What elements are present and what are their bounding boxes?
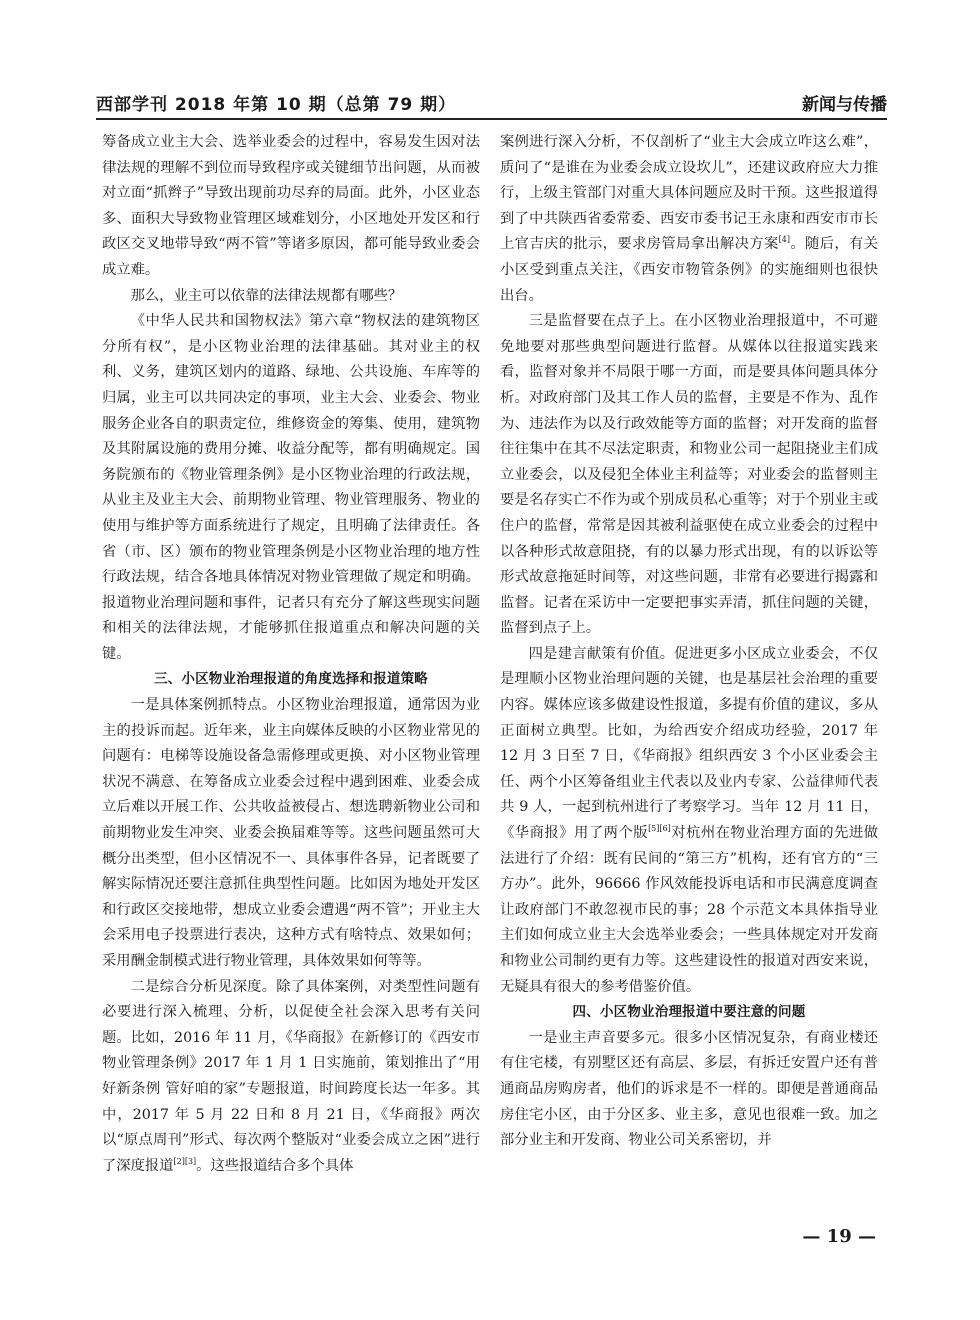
paragraph-text: 。随后，有关小区受到重点关注，《西安市物管条例》的实施细则也很快出台。 <box>500 236 879 304</box>
paragraph-text: 四是建言献策有价值。促进更多小区成立业委会，不仅是理顺小区物业治理问题的关键，也是基层社会治理的重要内容。媒体应该多做建设性报道，多提有价值的建议，多从正面树立典型。比如，为给西安介绍成功经验，2017 年 12 月 3 日至 7 日，《华商报》组织西安 3 个小区业委会主任、两个小区筹备组业主代表以及业内专家、公益律师代表共 9 人，一起到杭州进行了考察学习。当年 12 月 11 日，《华商报》用了两个版 <box>500 645 878 842</box>
paragraph: 三是监督要在点子上。在小区物业治理报道中，不可避免地要对那些典型问题进行监督。从媒体以往报道实践来看，监督对象并不局限于哪一方面，而是要具体问题具体分析。对政府部门及其工作人员的监督，主要是不作为、乱作为、违法作为以及行政效能等方面的监督；对开发商的监督往往集中在其不尽法定职责，和物业公司一起阻挠业主们成立业委会，以及侵犯全体业主利益等；对业委会的监督则主要是名存实亡不作为或个别成员私心重等；对于个别业主或住户的监督，常常是因其被利益驱使在成立业委会的过程中以各种形式故意阻挠，有的以暴力形式出现，有的以诉讼等形式故意拖延时间等，对这些问题，非常有必要进行揭露和监督。记者在采访中一定要把事实弄清，抓住问题的关键，监督到点子上。 <box>500 313 878 637</box>
right-column <box>500 130 878 1154</box>
running-header <box>96 86 887 116</box>
section-heading: 三、小区物业治理报道的角度选择和报道策略 <box>154 671 428 688</box>
journal-title: 西部学刊 2018 年第 10 期（总第 79 期） <box>96 95 457 115</box>
paragraph <box>500 642 878 1000</box>
page-number: — 19 — <box>802 1226 876 1247</box>
paragraph: 《中华人民共和国物权法》第六章“物权法的建筑物区分所有权”，是小区物业治理的法律基础。其对业主的权利、义务，建筑区划内的道路、绿地、公共设施、车库等的归属，业主可以共同决定的事项，业主大会、业委会、物业服务企业各自的职责定位，维修资金的筹集、使用，建筑物及其附属设施的费用分摊、收益分配等，都有明确规定。国务院颁布的《物业管理条例》是小区物业治理的行政法规，从业主及业主大会、前期物业管理、物业管理服务、物业的使用与维护等方面系统进行了规定，且明确了法律责任。各省（市、区）颁布的物业管理条例是小区物业治理的地方性行政法规，结合各地具体情况对物业管理做了规定和明确。报道物业治理问题和事件，记者只有充分了解这些现实问题和相关的法律法规，才能够抓住报道重点和解决问题的关键。 <box>102 313 480 662</box>
paragraph: 那么，业主可以依靠的法律法规都有哪些？ <box>130 287 403 304</box>
citation: [5][6] <box>648 824 671 834</box>
paragraph: 一是具体案例抓特点。小区物业治理报道，通常因为业主的投诉而起。近年来，业主向媒体反映的小区物业常见的问题有：电梯等设施设备急需修理或更换、对小区物业管理状况不满意、在筹备成立业委会过程中遇到困难、业委会成立后难以开展工作、公共收益被侵占、想选聘新物业公司和前期物业发生冲突、业委会换届难等等。这些问题虽然可大概分出类型，但小区情况不一、具体事件各异，记者既要了解实际情况还要注意抓住典型性问题。比如因为地处开发区和行政区交接地带，想成立业委会遭遇“两不管”；开业主大会采用电子投票进行表决，这种方式有啥特点、效果如何；采用酬金制模式进行物业管理，具体效果如何等等。 <box>102 697 480 969</box>
citation: [4] <box>778 235 791 245</box>
section-title: 新闻与传播 <box>802 95 887 115</box>
paragraph <box>500 130 878 309</box>
paragraph-text: 案例进行深入分析，不仅剖析了“业主大会成立咋这么难”，质问了“是谁在为业委会成立设坎儿”，还建议政府应大力推行，上级主管部门对重大具体问题应及时干预。这些报道得到了中共陕西省委常委、西安市委书记王永康和西安市市长上官吉庆的批示，要求房管局拿出解决方案 <box>500 134 878 253</box>
paragraph: 筹备成立业主大会、选举业委会的过程中，容易发生因对法律法规的理解不到位而导致程序或关键细节出问题，从而被对立面“抓辫子”导致出现前功尽弃的局面。此外，小区业态多、面积大导致物业管理区域难划分，小区地处开发区和行政区交叉地带导致“两不管”等诸多原因，都可能导致业委会成立难。 <box>102 134 480 278</box>
header-rule <box>96 118 887 120</box>
paragraph-text: 对杭州在物业治理方面的先进做法进行了介绍：既有民间的“第三方”机构，还有官方的“三方办”。此外，96666 作风效能投诉电话和市民满意度调查让政府部门不敢忽视市民的事；28 个示范文本具体指导业主们如何成立业主大会选举业委会；一些具体规定对开发商和物业公司制约更有力等。这些建设性的报道对西安来说，无疑具有很大的参考借鉴价值。 <box>500 825 879 995</box>
paragraph <box>102 975 480 1180</box>
paragraph: 一是业主声音要多元。很多小区情况复杂，有商业楼还有住宅楼，有别墅区还有高层、多层，有拆迁安置户还有普通商品房购房者，他们的诉求是不一样的。即便是普通商品房住宅小区，由于分区多、业主多，意见也很难一致。加之部分业主和开发商、物业公司关系密切，并 <box>500 1029 878 1149</box>
section-heading: 四、小区物业治理报道中要注意的问题 <box>572 1004 806 1021</box>
paragraph-text: 二是综合分析见深度。除了具体案例，对类型性问题有必要进行深入梳理、分析，以促使全社会深入思考有关问题。比如，2016 年 11 月，《华商报》在新修订的《西安市物业管理条例》2017 年 1 月 1 日实施前，策划推出了“用好新条例 管好咱的家”专题报道，时间跨度长达一年多。其中，2017 年 5 月 22 日和 8 月 21 日，《华商报》两次以“原点周刊”形式、每次两个整版对“业委会成立之困”进行了深度报道 <box>102 978 480 1174</box>
citation: [2][3] <box>173 1156 197 1166</box>
left-column <box>102 130 480 1179</box>
paragraph-text: 。这些报道结合多个具体 <box>196 1157 354 1174</box>
